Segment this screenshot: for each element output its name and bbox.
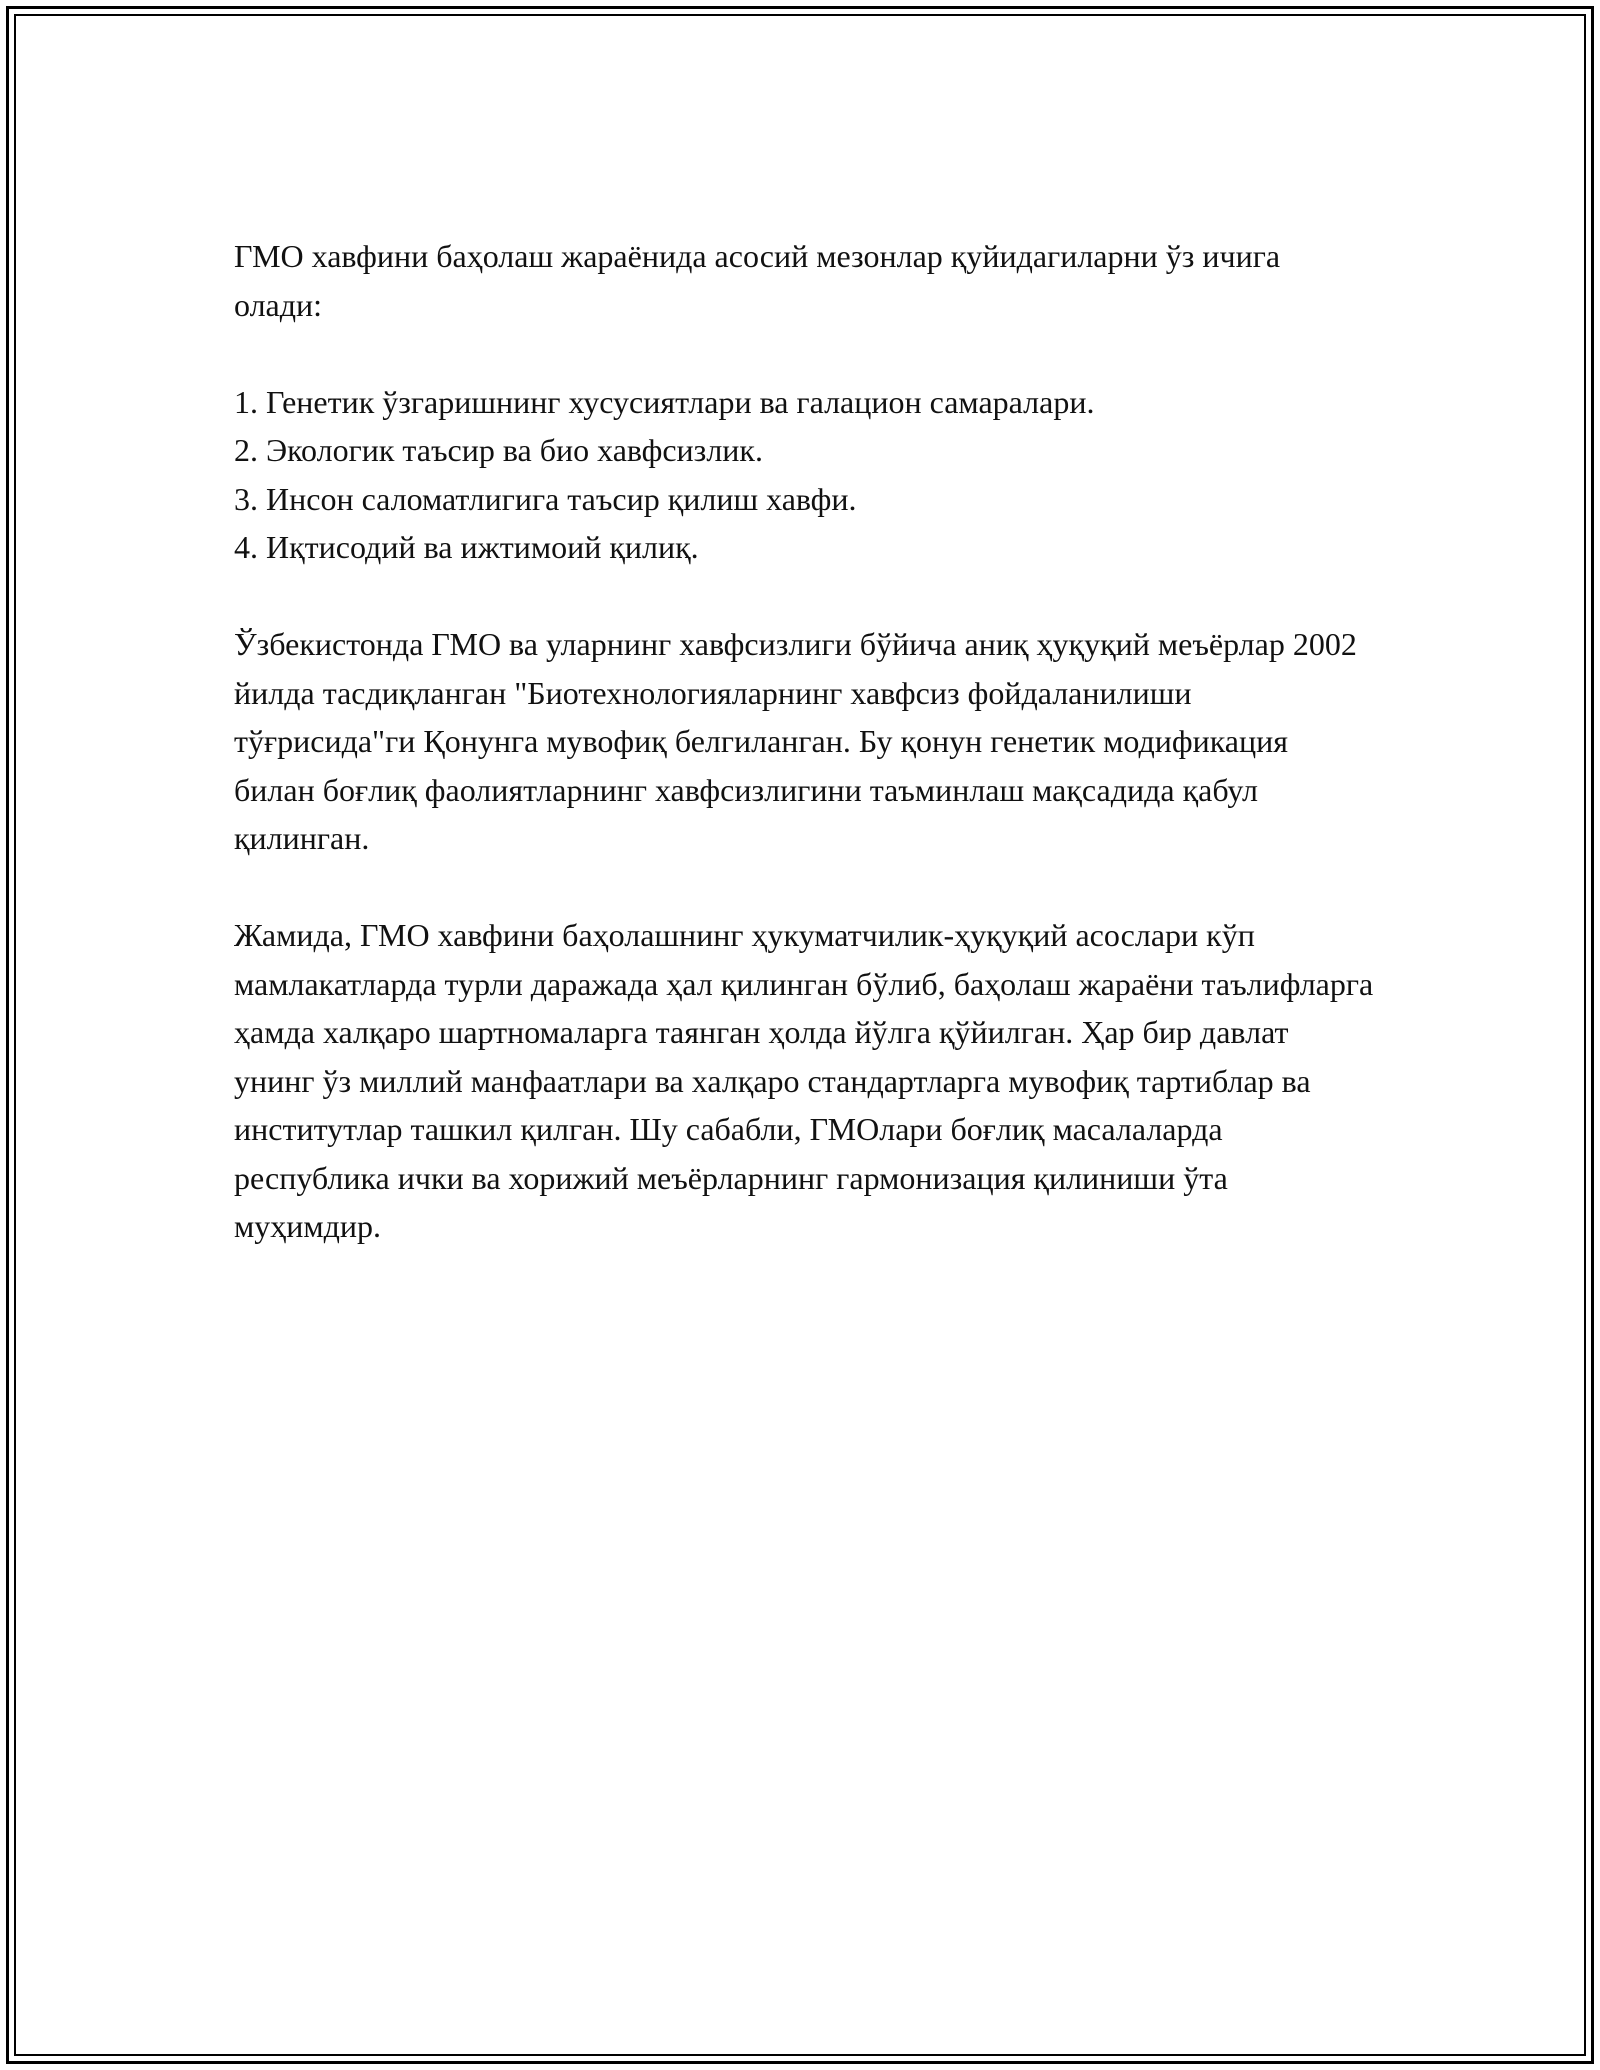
criteria-list: [234, 378, 1374, 572]
document-body: [234, 232, 1374, 1251]
list-item: 4. Иқтисодий ва ижтимоий қилиқ.: [234, 529, 699, 565]
paragraph-spacer: [234, 572, 1374, 621]
intro-paragraph: ГМО хавфини баҳолаш жараёнида асосий мезонлар қуйидагиларни ўз ичига олади:: [234, 238, 1281, 323]
law-paragraph: Ўзбекистонда ГМО ва уларнинг хавфсизлиги бўйича аниқ ҳуқуқий меъёрлар 2002 йилда тасдиқланган "Биотехнологияларнинг хавфсиз фойдаланилиши тўғрисида"ги Қонунга мувофиқ белгиланган. Бу қонун генетик модификация билан боғлиқ фаолиятларнинг хавфсизлигини таъминлаш мақсадида қабул қилинган.: [234, 626, 1357, 856]
paragraph-spacer: [234, 863, 1374, 912]
international-paragraph: Жамида, ГМО хавфини баҳолашнинг ҳукуматчилик-ҳуқуқий асослари кўп мамлакатларда турли даражада ҳал қилинган бўлиб, баҳолаш жараёни таълифларга ҳамда халқаро шартномаларга таянган ҳолда йўлга қўйилган. Ҳар бир давлат унинг ўз миллий манфаатлари ва халқаро стандартларга мувофиқ тартиблар ва институтлар ташкил қилган. Шу сабабли, ГМОлари боғлиқ масалаларда республика ички ва хорижий меъёрларнинг гармонизация қилиниши ўта муҳимдир.: [234, 917, 1374, 1244]
list-item: 3. Инсон саломатлигига таъсир қилиш хавфи.: [234, 480, 857, 517]
paragraph-spacer: [234, 329, 1374, 378]
list-item: 2. Экологик таъсир ва био хавфсизлик.: [234, 432, 763, 468]
list-item: 1. Генетик ўзгаришнинг хусусиятлари ва галацион самаралари.: [234, 383, 1095, 420]
